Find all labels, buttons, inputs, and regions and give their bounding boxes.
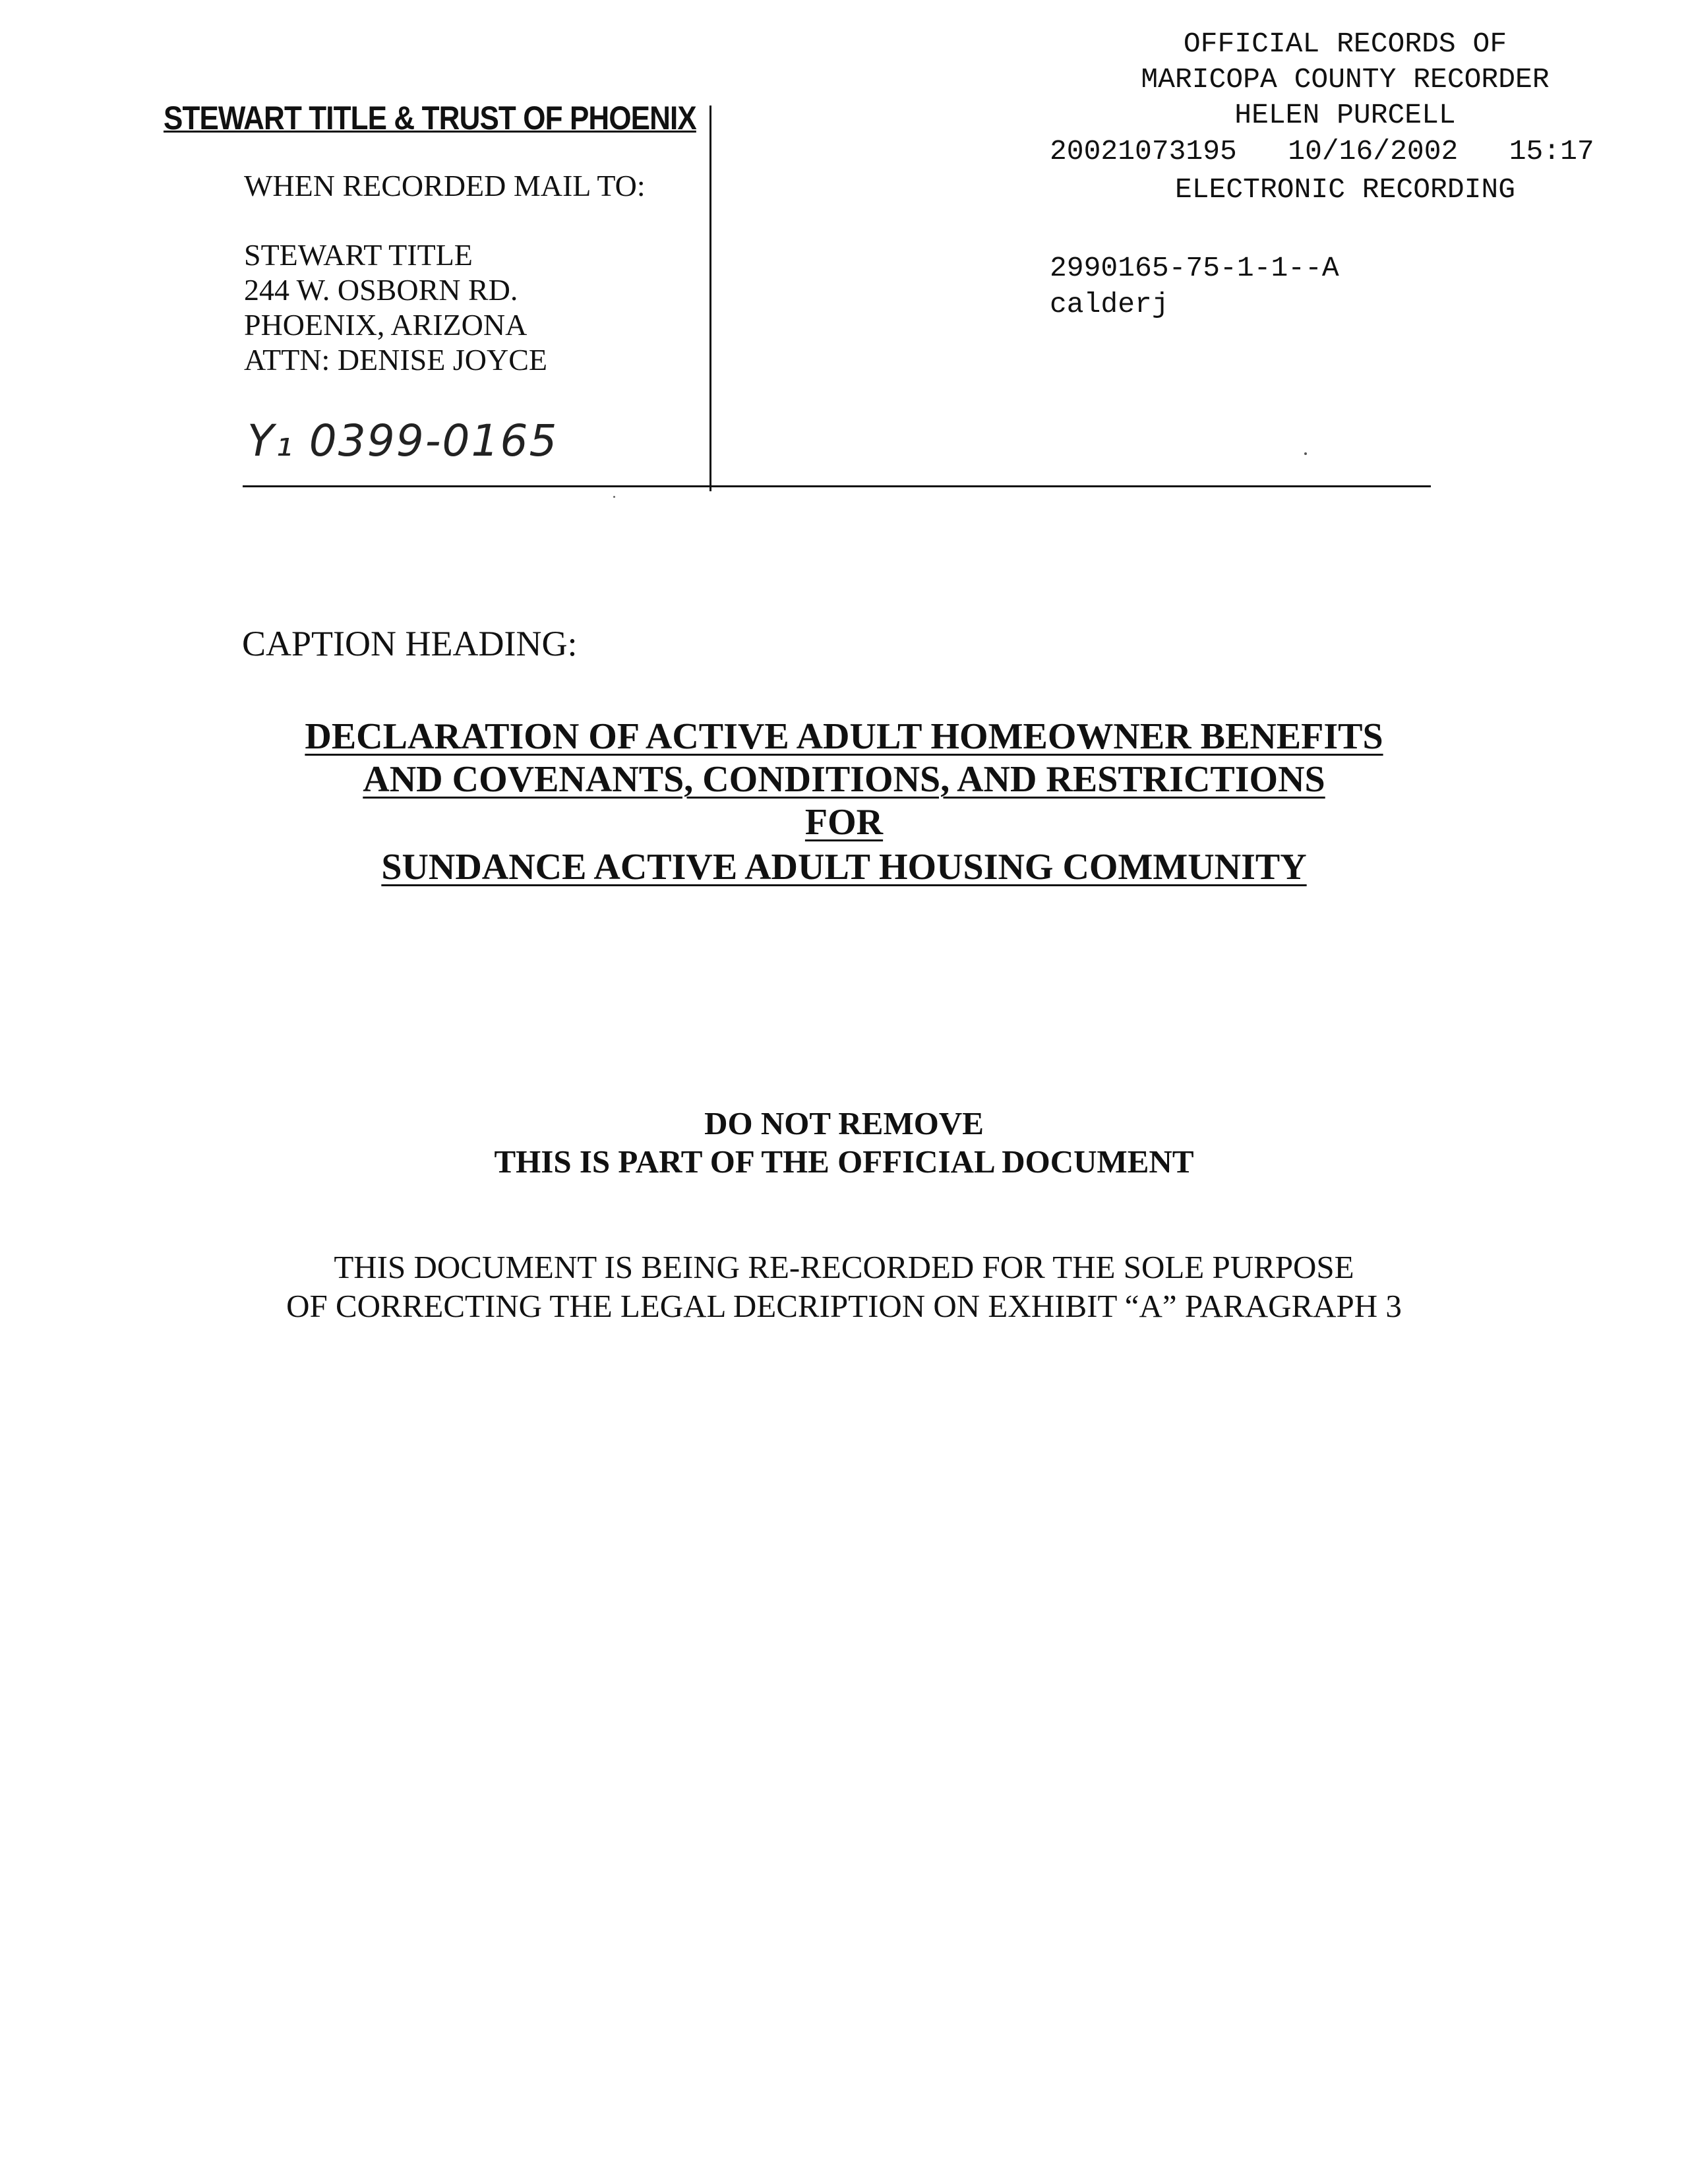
mail-to-label: WHEN RECORDED MAIL TO: <box>244 169 646 202</box>
recording-number-date-time: 20021073195 10/16/2002 15:17 <box>1050 135 1594 167</box>
document-title-line: DECLARATION OF ACTIVE ADULT HOMEOWNER BENEFITS <box>305 716 1383 757</box>
do-not-remove-notice: DO NOT REMOVE <box>704 1105 984 1141</box>
return-address-line: 244 W. OSBORN RD. <box>244 273 518 307</box>
scan-speck <box>613 496 615 498</box>
document-title-line: AND COVENANTS, CONDITIONS, AND RESTRICTIONS <box>363 759 1325 800</box>
scan-speck <box>1304 452 1307 455</box>
document-title-line: FOR <box>804 802 884 843</box>
handwritten-reference-number: Y₁ 0399-0165 <box>247 415 558 466</box>
recording-reference-code: 2990165-75-1-1--A <box>1050 252 1339 284</box>
return-address-line: STEWART TITLE <box>244 238 473 272</box>
recorder-line: HELEN PURCELL <box>1234 99 1456 131</box>
re-recording-purpose-line: THIS DOCUMENT IS BEING RE-RECORDED FOR THE SOLE PURPOSE <box>334 1249 1354 1285</box>
caption-heading-label: CAPTION HEADING: <box>242 624 578 663</box>
header-horizontal-rule <box>243 485 1431 487</box>
official-document-notice: THIS IS PART OF THE OFFICIAL DOCUMENT <box>494 1143 1194 1180</box>
return-address-line: ATTN: DENISE JOYCE <box>244 343 547 377</box>
title-company-stamp: STEWART TITLE & TRUST OF PHOENIX <box>164 100 696 136</box>
recording-clerk-id: calderj <box>1050 288 1169 320</box>
header-vertical-divider <box>709 106 711 491</box>
recorder-line: ELECTRONIC RECORDING <box>1174 173 1516 206</box>
recorder-line: OFFICIAL RECORDS OF <box>1183 28 1507 60</box>
recorder-line: MARICOPA COUNTY RECORDER <box>1141 63 1550 96</box>
return-address-line: PHOENIX, ARIZONA <box>244 308 528 342</box>
re-recording-purpose-line: OF CORRECTING THE LEGAL DECRIPTION ON EXHIBIT “A” PARAGRAPH 3 <box>286 1288 1402 1324</box>
document-title-line: SUNDANCE ACTIVE ADULT HOUSING COMMUNITY <box>381 847 1307 888</box>
